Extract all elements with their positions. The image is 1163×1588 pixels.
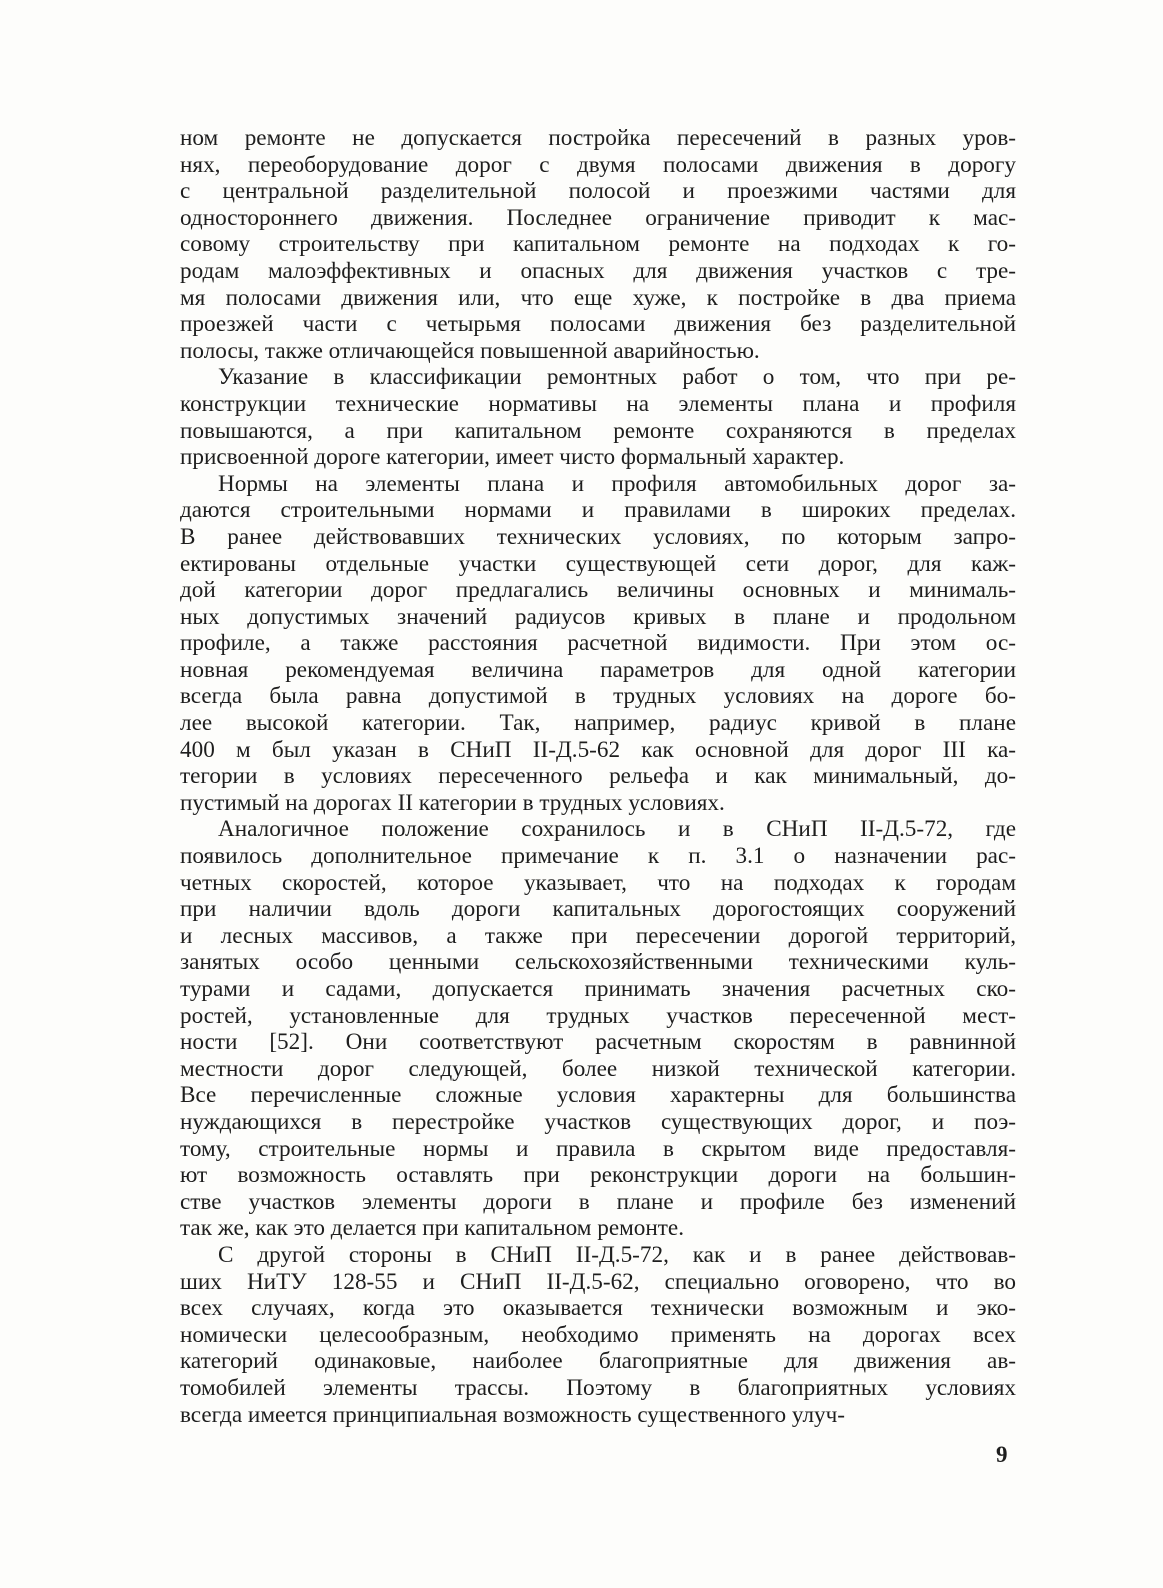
text-line: даются строительными нормами и правилами в широких пределах. bbox=[180, 497, 1016, 524]
text-line: ных допустимых значений радиусов кривых в плане и продольном bbox=[180, 603, 1016, 630]
text-line: нях, переоборудование дорог с двумя полосами движения в дорогу bbox=[180, 151, 1016, 178]
text-line: всех случаях, когда это оказывается технически возможным и эко- bbox=[180, 1295, 1016, 1322]
text-line: стве участков элементы дороги в плане и профиле без изменений bbox=[180, 1188, 1016, 1215]
text-line: повышаются, а при капитальном ремонте сохраняются в пределах bbox=[180, 417, 1016, 444]
text-line: 400 м был указан в СНиП II-Д.5-62 как основной для дорог III ка- bbox=[180, 736, 1016, 763]
text-line: ном ремонте не допускается постройка пересечений в разных уров- bbox=[180, 125, 1016, 151]
page-number: 9 bbox=[996, 1442, 1008, 1467]
text-line: Аналогичное положение сохранилось и в СНиП II-Д.5-72, где bbox=[218, 816, 1016, 843]
text-line: и лесных массивов, а также при пересечении дорогой территорий, bbox=[180, 922, 1016, 949]
text-line: С другой стороны в СНиП II-Д.5-72, как и в ранее действовав- bbox=[218, 1241, 1016, 1268]
text-line: совому строительству при капитальном ремонте на подходах к го- bbox=[180, 231, 1016, 258]
text-line: родам малоэффективных и опасных для движения участков с тре- bbox=[180, 257, 1016, 284]
paragraph bbox=[180, 125, 1016, 364]
text-line: местности дорог следующей, более низкой технической категории. bbox=[180, 1055, 1016, 1082]
text-line: ют возможность оставлять при реконструкции дороги на большин- bbox=[180, 1162, 1016, 1189]
text-line: ности [52]. Они соответствуют расчетным скоростям в равнинной bbox=[180, 1029, 1016, 1056]
text-line: лее высокой категории. Так, например, радиус кривой в плане bbox=[180, 710, 1016, 737]
text-line: Нормы на элементы плана и профиля автомобильных дорог за- bbox=[218, 470, 1016, 497]
text-line: тегории в условиях пересеченного рельефа и как минимальный, до- bbox=[180, 763, 1016, 790]
paragraph bbox=[180, 471, 1016, 817]
text-line: мя полосами движения или, что еще хуже, к постройке в два приема bbox=[180, 284, 1016, 311]
text-line: пустимый на дорогах II категории в трудных условиях. bbox=[180, 789, 725, 816]
text-line: турами и садами, допускается принимать значения расчетных ско- bbox=[180, 976, 1016, 1002]
paragraph bbox=[180, 1242, 1016, 1428]
text-line: четных скоростей, которое указывает, что на подходах к городам bbox=[180, 869, 1016, 896]
paragraph bbox=[180, 364, 1016, 470]
body-text bbox=[180, 125, 1016, 1428]
text-line: категорий одинаковые, наиболее благоприятные для движения ав- bbox=[180, 1348, 1016, 1375]
text-line: всегда имеется принципиальная возможность существенного улуч- bbox=[180, 1401, 846, 1428]
text-line: номически целесообразным, необходимо применять на дорогах всех bbox=[180, 1321, 1016, 1348]
text-line: проезжей части с четырьмя полосами движения без разделительной bbox=[180, 311, 1016, 338]
text-line: одностороннего движения. Последнее ограничение приводит к мас- bbox=[180, 204, 1016, 231]
text-line: новная рекомендуемая величина параметров для одной категории bbox=[180, 656, 1016, 683]
text-line: так же, как это делается при капитальном ремонте. bbox=[180, 1215, 685, 1242]
text-line: всегда была равна допустимой в трудных условиях на дороге бо- bbox=[180, 683, 1016, 710]
text-line: Указание в классификации ремонтных работ о том, что при ре- bbox=[218, 364, 1016, 391]
text-line: появилось дополнительное примечание к п. 3.1 о назначении рас- bbox=[180, 843, 1016, 870]
text-line: ростей, установленные для трудных участков пересеченной мест- bbox=[180, 1002, 1016, 1029]
text-line: Все перечисленные сложные условия характерны для большинства bbox=[180, 1082, 1016, 1109]
text-line: профиле, а также расстояния расчетной видимости. При этом ос- bbox=[180, 630, 1016, 657]
text-line: присвоенной дороге категории, имеет чисто формальный характер. bbox=[180, 444, 845, 471]
text-line: нуждающихся в перестройке участков существующих дорог, и поэ- bbox=[180, 1108, 1016, 1135]
text-line: при наличии вдоль дороги капитальных дорогостоящих сооружений bbox=[180, 896, 1016, 923]
text-line: с центральной разделительной полосой и проезжими частями для bbox=[180, 178, 1016, 205]
text-line: дой категории дорог предлагались величины основных и минималь- bbox=[180, 577, 1016, 604]
text-line: полосы, также отличающейся повышенной аварийностью. bbox=[180, 337, 760, 364]
text-line: томобилей элементы трассы. Поэтому в благоприятных условиях bbox=[180, 1374, 1016, 1401]
paragraph bbox=[180, 816, 1016, 1242]
text-line: ших НиТУ 128-55 и СНиП II-Д.5-62, специально оговорено, что во bbox=[180, 1268, 1016, 1295]
text-line: занятых особо ценными сельскохозяйственными техническими куль- bbox=[180, 949, 1016, 976]
text-line: конструкции технические нормативы на элементы плана и профиля bbox=[180, 390, 1016, 417]
text-line: В ранее действовавших технических условиях, по которым запро- bbox=[180, 523, 1016, 550]
text-line: тому, строительные нормы и правила в скрытом виде предоставля- bbox=[180, 1135, 1016, 1162]
text-line: ектированы отдельные участки существующей сети дорог, для каж- bbox=[180, 550, 1016, 577]
